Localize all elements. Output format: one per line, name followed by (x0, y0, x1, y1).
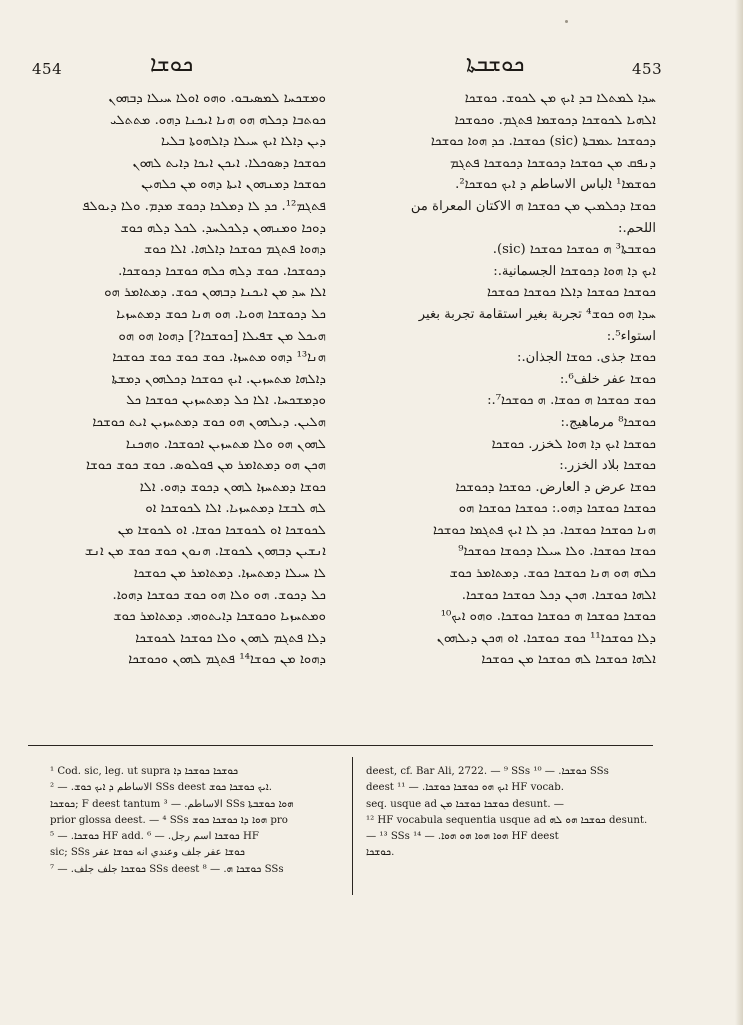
footnote-line: sic; SSs ܟܘܫܐ عفر جلف وعندي انه ܟܘܫܐ عفر (50, 847, 245, 859)
footnote-line: deest ܐܝܟ ܗܘ ܟܘܫܟܐ ܟܘܫܟܐ. — ¹¹ HF vocab. (366, 782, 564, 794)
footnote-line: seq. usque ad ܟܘܫܟܐ ܟܘܫܟܐ ܡܢ desunt. — (366, 798, 564, 810)
text-line: ܐܠܗܝܐ ܠܟܘܫܟܐ ܕܟܘܫܡܐ ܦܬܓܡ. ܘܟܘܫܟܐ (454, 112, 656, 128)
footnote-line: ܟܘܫܟܐ. — ⁵ HF add. ܟܘܫܟܐ اسم رجل. — ⁶ HF (50, 831, 259, 843)
text-line: ܟܘܫܐ ܟܘܫܟܐ. ܘܠܐ ܚܝܠܐ ܕܟܘܫܐ ܟܘܫܟܐ⁹ (458, 544, 656, 560)
footnotes-right (366, 764, 652, 862)
footnote-line: ܟܘܫܟܐ; F deest tantum الاساطم. — ³ SSs ܗܘܐ ܟܘܫܒܬܐ (50, 798, 294, 810)
text-line: ܚܕܐ ܗܘ ܟܘܫ⁴ تجربة بغير استقامة تجربة بغير (418, 306, 656, 322)
text-line: ܐܠܗܐ ܟܘܫܟܐ. ܗܟܢ ܕܟܠ ܟܘܫܟܐ ܟܘܫܟܐ. (461, 587, 656, 603)
text-line: ܗܢܐ ܟܘܫܟܐ ܟܘܫܟܐ. ܟܕ ܠܐ ܐܝܟ ܦܬܓܡܐ ܟܘܫܟܐ (433, 522, 656, 538)
text-line: ܕܐܠܗܐ ܡܬܚܙܝܢ. ܐܝܟ ܟܘܫܟܐ ܕܟܠܗܘܢ ܕܡܫܬܐ (111, 371, 326, 387)
text-line: ܗܠܝܢ. ܕܝܠܗܘܢ ܗܘ ܟܘܫ ܕܡܬܚܙܝܢ ܐܝܬ ܟܘܫܟܐ (92, 414, 326, 430)
text-line: ܟܘܫܐ ܕܡܬܚܙܐ ܠܗܘܢ ܕܟܘܫ ܕܗܘ. ܐܠܐ (139, 479, 326, 495)
footnote-line: ¹² HF vocabula sequentia usque ad ܟܘܫܟܐ ܗܘ ܠܗ desunt. (366, 814, 648, 826)
right-column (370, 88, 656, 671)
text-line: ܟܠ ܕܟܘܫܟܐ ܗܘܝܐ. ܗܘ ܗܢܐ ܟܘܫ ܕܡܬܚܙܝܐ (116, 306, 326, 322)
text-line: ܕܠܐ ܦܬܓܡ ܠܗܘܢ ܘܠܐ ܟܘܫܟܐ ܠܟܘܫܟܐ (135, 630, 326, 646)
text-line: ܘܡܬܚܙܝܐ ܘܟܘܫܟܐ ܕܐܝܬܘܗܝ. ܕܡܬܐܡܪ ܟܘܫ (113, 609, 326, 625)
footnote-divider (352, 757, 353, 895)
footnote-line: ܟܘܫܟܐ. (366, 847, 395, 859)
text-line: ܕܠܐ ܟܘܫܟܐ¹¹ ܟܘܫ ܟܘܫܟܐ. ܐܘ ܗܟܢ ܕܝܠܗܘܢ (436, 630, 656, 646)
text-line: ܟܘܫܟܐ ܟܘܫܟܐ ܗ ܟܘܫܟܐ ܟܘܫܟܐ. ܘܗܘ ܐܝܟ¹⁰ (440, 609, 656, 625)
text-line: ܟܘܫܟܐ ܟܘܫܟܐ ܕܐܠܐ ܟܘܫܟܐ ܟܘܫܟܐ (486, 285, 656, 301)
left-running-head: ܟܘܫܐ (150, 52, 194, 77)
footnote-line: deest, cf. Bar Ali, 2722. — ⁹ SSs ܟܘܫܟܐ. — ¹⁰ SSs (366, 766, 609, 777)
text-line: ܕܟܘܫܟܐ. ܟܘܫ ܕܠܗ ܟܠܗ ܟܘܫܟܐ ܕܟܘܫܟܐ. (118, 263, 326, 279)
text-line: ܟܘܫܐ عرض ܕ العارض. ܟܘܫܟܐ ܕܟܘܫܟܐ (455, 479, 656, 495)
text-line: ܟܘܫܐ عفر خلف⁶.: (559, 371, 656, 387)
text-line: اللحم.: (618, 220, 656, 236)
text-line: ܕܟܘܫܟܐ ܥܡܒܬܐ (sic) ܟܘܫܟܐ. ܟܕ ܗܘܐ ܟܘܫܟܐ (430, 134, 656, 150)
text-line: ܟܘܫܒܬܐ³ ܗ ܟܘܫܟܐ ܟܘܫܟܐ (sic). (492, 242, 656, 258)
right-page-number: 453 (632, 60, 663, 78)
text-line: ܟܘܫܟܐ ܟܘܫܟܐ ܕܗܘ.: ܟܘܫܟܐ ܟܘܫܟܐ ܗܘ (458, 501, 656, 517)
text-line: ܐܠܐ ܚܕ ܡܢ ܐܝܟܢܐ ܕܒܗܘܢ ܟܘܫ. ܕܡܬܐܡܪ ܗܘ (104, 285, 326, 301)
text-line: ܟܘܫܟܐ ܕܡܢܗܘܢ ܐܝܬܐ ܕܗܘ ܡܢ ܟܠܗܝܢ (141, 177, 326, 193)
page-edge (735, 0, 743, 1025)
text-line: ܗܢܐ¹³ ܕܗܘ ܡܬܚܙܐ. ܟܘܫ ܟܘܫ ܟܘܫ ܟܘܫܟܐ (112, 350, 326, 366)
text-line: ܟܠܗ ܗܘ ܗܢܐ ܟܘܫܟܐ ܟܘܫ. ܕܡܬܐܡܪ ܟܘܫ (449, 566, 656, 582)
text-line: ܟܘܫܐ ܕܟܠܡܝܢ ܡܢ ܟܘܫܟܐ ܗ الاكتان المعراة من (410, 198, 656, 214)
text-line: ܟܘܫܐ جذى. ܟܘܫܐ الجذان.: (517, 350, 656, 366)
text-line: ܐܝܟ ܕܐ ܗܘܐ ܕܟܘܫܟܐ الجسمانية.: (493, 263, 656, 279)
text-line: ܟܘܫܟܐ ܐܝܟ ܕܐ ܗܘܐ ܠخزر. ܟܘܫܟܐ (491, 436, 656, 452)
text-line: ܠܟܘܫܟܐ ܐܘ ܠܟܘܫܟܐ ܟܘܫܐ. ܐܘ ܠܟܘܫܐ ܡܢ (117, 522, 326, 538)
text-line: ܕܗܘܐ ܦܬܓܡ ܟܘܫܟܐ ܕܐܠܗܐ. ܐܠܐ ܟܘܫ (143, 242, 326, 258)
text-line: ܐܢܫܝܢ ܕܒܗܘܢ ܠܟܘܫܐ. ܗܢܘܢ ܟܘܫ ܟܘܫ ܡܢ ܐܢܫ (84, 544, 326, 560)
text-line: ܕܘܟܐ ܘܡܢܗܘܢ ܕܠܟܠܚܕ. ܠܟܠ ܕܠܗ ܟܘܫ (120, 220, 326, 236)
footnote-line: ¹ Cod. sic, leg. ut supra ܟܘܫܟܐ ܟܘܫܟܐ ܕܐ (50, 766, 239, 777)
text-line: ܘܡܫܟܚܐ ܠܡܣܝܒܘ. ܘܗܘ ܐܘܠܐ ܚܝܠܐ ܕܒܗܘܢ (108, 91, 326, 106)
text-line: ܠܐ ܚܝܠܐ ܕܡܬܚܙܐ. ܕܡܬܐܡܪ ܡܢ ܟܘܫܟܐ (133, 566, 326, 582)
text-line: ܠܗܘܢ ܗܘ ܘܠܐ ܡܬܚܙܝܢ ܐܟܘܫܟܐ. ܘܗܟܢܐ (125, 436, 326, 452)
footnote-line: الاساطم ܕ ܐܝܟ ܟܘܫ. — ² SSs deest ܐܝܟ ܟܘܫܟܐ ܟܘܫ. (50, 782, 272, 794)
text-line: ܟܘܬܒܐ ܕܟܠܗ ܗܘ ܗܢܐ ܐܝܟܢܐ ܕܗܘ. ܡܬܬܠܝ (110, 112, 326, 128)
text-line: ܕܝܢ ܕܐܠܐ ܐܝܟ ܚܝܠܐ ܕܐܠܗܘܬܐ ܒܠܝܐ (161, 134, 326, 150)
text-line: ܦܬܓܡ¹². ܟܕ ܠܐ ܕܡܠܟܐ ܕܟܘܫ ܡܕܡ. ܘܠܐ ܕܝܘܠܦ (81, 198, 326, 214)
text-line: ܗܟܢ ܗܘ ܕܡܬܐܡܪ ܡܢ ܦܘܠܘܣ. ܟܘܫ ܟܘܫ ܟܘܫܐ (86, 458, 326, 474)
right-running-head: ܟܘܫܒܬܐ (466, 52, 525, 77)
left-page-number: 454 (32, 60, 63, 78)
text-line: ܟܘܫܟܐ بلاد الخزر.: (559, 458, 656, 474)
text-line: ܘܕܡܫܟܚܐ. ܐܠܐ ܟܠ ܕܡܬܚܙܝܢ ܟܘܫܟܐ ܟܠ (126, 393, 326, 409)
footnotes-left (50, 764, 336, 878)
text-line: ܟܠ ܕܟܘܫ. ܗܘ ܘܠܐ ܗܘ ܟܘܫ ܟܘܫܟܐ ܕܗܘܐ. (112, 587, 326, 603)
text-line: ܟܘܫܟܐ ܕܣܘܟܠܐ. ܐܝܟܢ ܐܝܟܐ ܕܐܝܬ ܠܗܘܢ (132, 155, 326, 171)
footnote-line: ܟܘܫܟܐ جلف جلف. — ⁷ SSs deest ܟܘܫܟܐ ܗ. — ⁸ SSs (50, 863, 284, 875)
text-line: ܟܘܫܡܐ¹ ܐلباس الاساطم ܕ ܐܝܟ ܟܘܫܟܐ². (455, 177, 656, 193)
text-line: ܕܢܦܩ ܡܢ ܟܘܫܟܐ ܕܟܘܫܟܐ ܕܟܘܫܟܐ ܦܬܓܡ (450, 155, 656, 171)
text-line: ܕܗܘܐ ܡܢ ܟܘܫܐ¹⁴ ܦܬܓܡ ܠܗܘܢ ܘܟܘܫܟܐ (128, 652, 326, 668)
text-line: استواء⁵.: (606, 328, 656, 344)
footnote-rule (28, 745, 653, 746)
text-line: ܐܠܗܐ ܟܘܫܟܐ ܠܗ ܟܘܫܟܐ ܡܢ ܟܘܫܟܐ (481, 652, 656, 668)
text-line: ܟܘܫ ܟܘܫܟܐ ܗ ܟܘܫܐ. ܗ ܟܘܫܟܐ⁷.: (487, 393, 656, 409)
text-line: ܟܘܫܟܐ⁸ مرماهيج.: (560, 414, 656, 430)
left-column (40, 88, 326, 671)
footnote-line: — ¹³ SSs ܗܘܐ ܗܘܐ ܗܘ ܗܘܐ. — ¹⁴ HF deest (366, 831, 559, 843)
footnote-line: prior glossa deest. — ⁴ SSs ܗܘܐ ܕܐ ܟܘܫܟܐ ܟܘܫ pro (50, 814, 288, 826)
speck (565, 20, 568, 23)
text-line: ܠܗ ܠܒܫܐ ܕܡܬܚܙܝܐ. ܐܠܐ ܠܟܘܫܟܐ ܐܘ (145, 501, 326, 517)
text-line: ܗܝܟܠ ܡܢ ܫܦܝܠܐ [ܟܘܫܟܐ?] ܕܗܘܐ ܗܘ ܗܘ (118, 328, 326, 344)
text-line: ܚܕܐ ܠܡܬܠܐ ܒܕ ܐܝܟ ܡܢ ܠܟܘܫ. ܟܘܫܟܐ (464, 91, 656, 106)
